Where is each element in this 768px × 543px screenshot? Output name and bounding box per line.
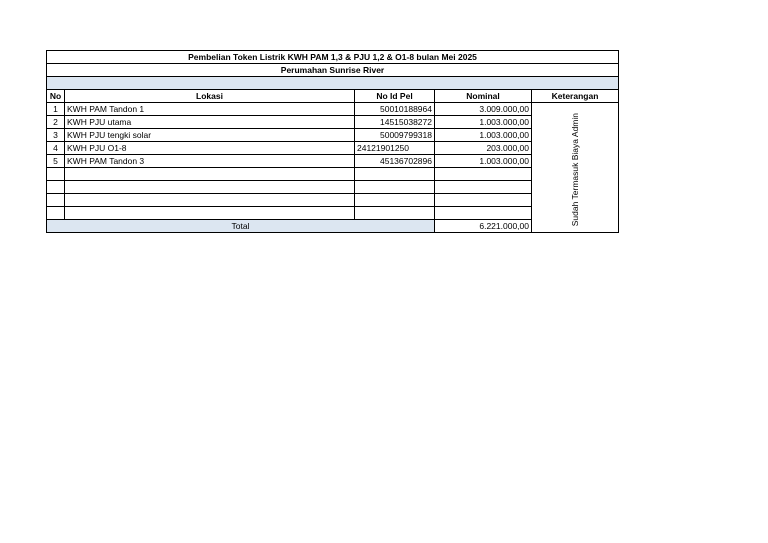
row-nominal: 1.003.000,00 [435, 155, 532, 168]
header-nominal: Nominal [435, 90, 532, 103]
total-value: 6.221.000,00 [435, 220, 532, 233]
empty-cell [435, 181, 532, 194]
header-no-id-pel: No Id Pel [355, 90, 435, 103]
empty-cell [47, 207, 65, 220]
empty-cell [65, 194, 355, 207]
row-lokasi: KWH PJU utama [65, 116, 355, 129]
row-nominal: 3.009.000,00 [435, 103, 532, 116]
spacer-cell [47, 77, 619, 90]
keterangan-text: Sudah Termasuk Biaya Admin [569, 112, 580, 226]
row-lokasi: KWH PAM Tandon 3 [65, 155, 355, 168]
token-purchase-table [46, 50, 619, 233]
empty-cell [355, 181, 435, 194]
row-no: 1 [47, 103, 65, 116]
row-no: 5 [47, 155, 65, 168]
row-no: 3 [47, 129, 65, 142]
spacer-row [47, 77, 619, 90]
empty-cell [355, 207, 435, 220]
table-row [47, 103, 619, 116]
empty-cell [435, 168, 532, 181]
header-lokasi: Lokasi [65, 90, 355, 103]
empty-cell [65, 168, 355, 181]
title-row [47, 51, 619, 64]
row-no-id-pel: 45136702896 [355, 155, 435, 168]
empty-cell [355, 168, 435, 181]
empty-cell [65, 181, 355, 194]
row-no-id-pel: 50010188964 [355, 103, 435, 116]
row-no-id-pel: 50009799318 [355, 129, 435, 142]
row-lokasi: KWH PJU tengki solar [65, 129, 355, 142]
empty-cell [435, 194, 532, 207]
empty-cell [355, 194, 435, 207]
subtitle-row [47, 64, 619, 77]
empty-cell [47, 181, 65, 194]
row-no: 4 [47, 142, 65, 155]
sheet-subtitle: Perumahan Sunrise River [47, 64, 619, 77]
sheet-title: Pembelian Token Listrik KWH PAM 1,3 & PJU 1,2 & O1-8 bulan Mei 2025 [47, 51, 619, 64]
row-no-id-pel: 14515038272 [355, 116, 435, 129]
row-lokasi: KWH PAM Tandon 1 [65, 103, 355, 116]
header-no: No [47, 90, 65, 103]
header-row [47, 90, 619, 103]
row-lokasi: KWH PJU O1-8 [65, 142, 355, 155]
empty-cell [47, 168, 65, 181]
header-keterangan: Keterangan [532, 90, 619, 103]
total-label: Total [47, 220, 435, 233]
row-nominal: 1.003.000,00 [435, 129, 532, 142]
empty-cell [65, 207, 355, 220]
empty-cell [435, 207, 532, 220]
empty-cell [47, 194, 65, 207]
keterangan-cell [532, 103, 619, 233]
row-no: 2 [47, 116, 65, 129]
row-nominal: 1.003.000,00 [435, 116, 532, 129]
row-no-id-pel: 24121901250 [355, 142, 435, 155]
row-nominal: 203.000,00 [435, 142, 532, 155]
